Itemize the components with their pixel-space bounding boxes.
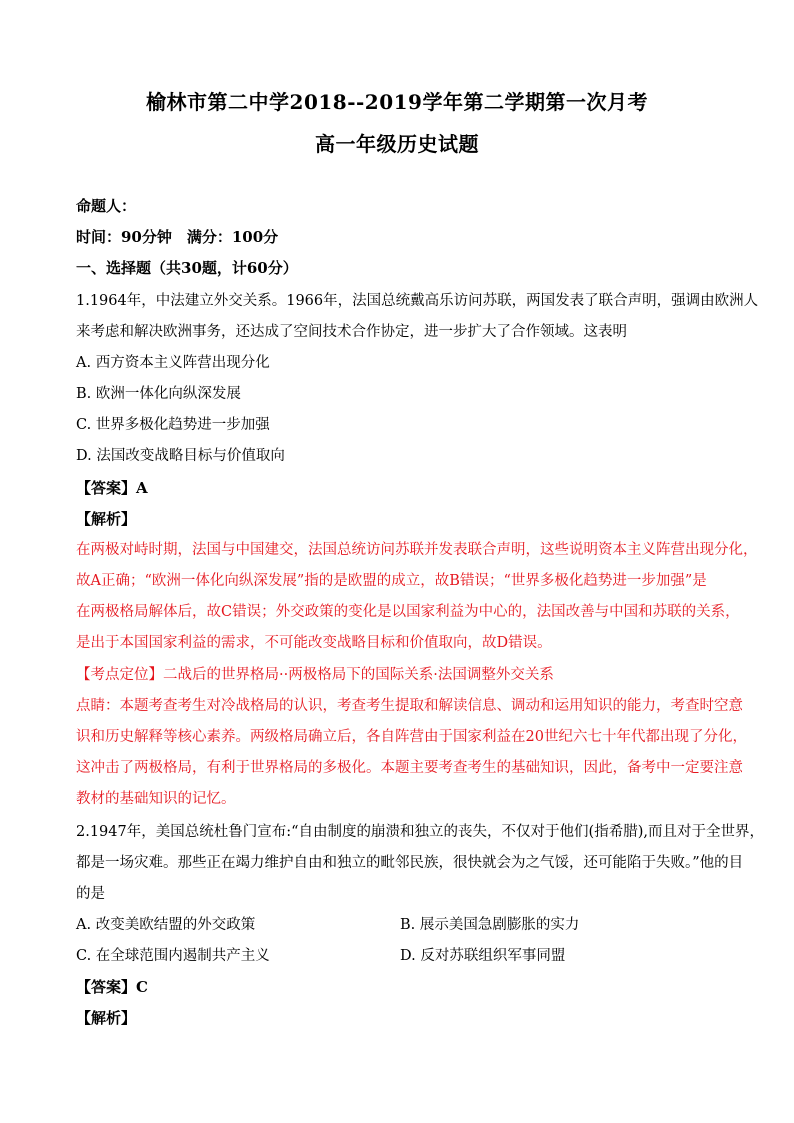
document-subtitle: 高一年级历史试题 [315,132,479,156]
document-title: 榆林市第二中学2018--2019学年第二学期第一次月考 [146,90,648,114]
q1-option-b: B. 欧洲一体化向纵深发展 [76,386,241,402]
author-label: 命题人： [76,197,137,215]
q1-analysis-line-3: 在两极格局解体后，故C错误；外交政策的变化是以国家利益为中心的，法国改善与中国和苏联的关系， [76,604,740,620]
q2-stem-line-3: 的是 [76,886,105,902]
q1-dianjing-line-3: 这冲击了两极格局，有利于世界格局的多极化。本题主要考查考生的基础知识，因此，备考中一定要注意 [76,760,743,776]
q2-option-c: C. 在全球范围内遏制共产主义 [76,948,270,964]
q2-option-d: D. 反对苏联组织军事同盟 [400,948,566,964]
q1-dianjing-line-4: 教材的基础知识的记忆。 [76,791,236,807]
q1-option-d: D. 法国改变战略目标与价值取向 [76,448,285,464]
q1-option-a: A. 西方资本主义阵营出现分化 [76,355,270,371]
q1-analysis-line-1: 在两极对峙时期，法国与中国建交，法国总统访问苏联并发表联合声明，这些说明资本主义阵营出现分化， [76,542,758,558]
q2-answer: 【答案】C [76,978,148,996]
q1-option-c: C. 世界多极化趋势进一步加强 [76,417,270,433]
time-label: 时间：90分钟 满分：100分 [76,228,279,246]
q1-analysis-line-2: 故A正确；“欧洲一体化向纵深发展”指的是欧盟的成立，故B错误；“世界多极化趋势进一步加强”是 [76,573,707,589]
q1-dianjing-line-2: 识和历史解释等核心素养。两级格局确立后，各自阵营由于国家利益在20世纪六七十年代都出现了分化， [76,729,747,745]
q2-option-a: A. 改变美欧结盟的外交政策 [76,917,256,933]
q1-analysis-label: 【解析】 [76,510,137,528]
q2-option-b: B. 展示美国急剧膨胀的实力 [400,917,580,933]
q2-analysis-label: 【解析】 [76,1009,137,1027]
q1-answer: 【答案】A [76,479,148,497]
q1-stem-line-1: 1.1964年，中法建立外交关系。1966年，法国总统戴高乐访问苏联，两国发表了联合声明，强调由欧洲人 [76,293,759,309]
q1-kaodian: 【考点定位】二战后的世界格局··两极格局下的国际关系·法国调整外交关系 [76,667,554,683]
q1-dianjing-line-1: 点睛：本题考查考生对冷战格局的认识，考查考生提取和解读信息、调动和运用知识的能力，考查时空意 [76,698,743,714]
q1-stem-line-2: 来考虑和解决欧洲事务，还达成了空间技术合作协定，进一步扩大了合作领域。这表明 [76,324,627,340]
q2-stem-line-2: 都是一场灾难。那些正在竭力维护自由和独立的毗邻民族，很快就会为之气馁，还可能陷于失败。”他的目 [76,855,744,871]
section-heading: 一、选择题（共30题，计60分） [76,259,298,277]
q1-analysis-line-4: 是出于本国国家利益的需求，不可能改变战略目标和价值取向，故D错误。 [76,635,552,651]
q2-stem-line-1: 2.1947年，美国总统杜鲁门宣布:“自由制度的崩溃和独立的丧失，不仅对于他们(指希腊),而且对于全世界， [76,824,764,840]
